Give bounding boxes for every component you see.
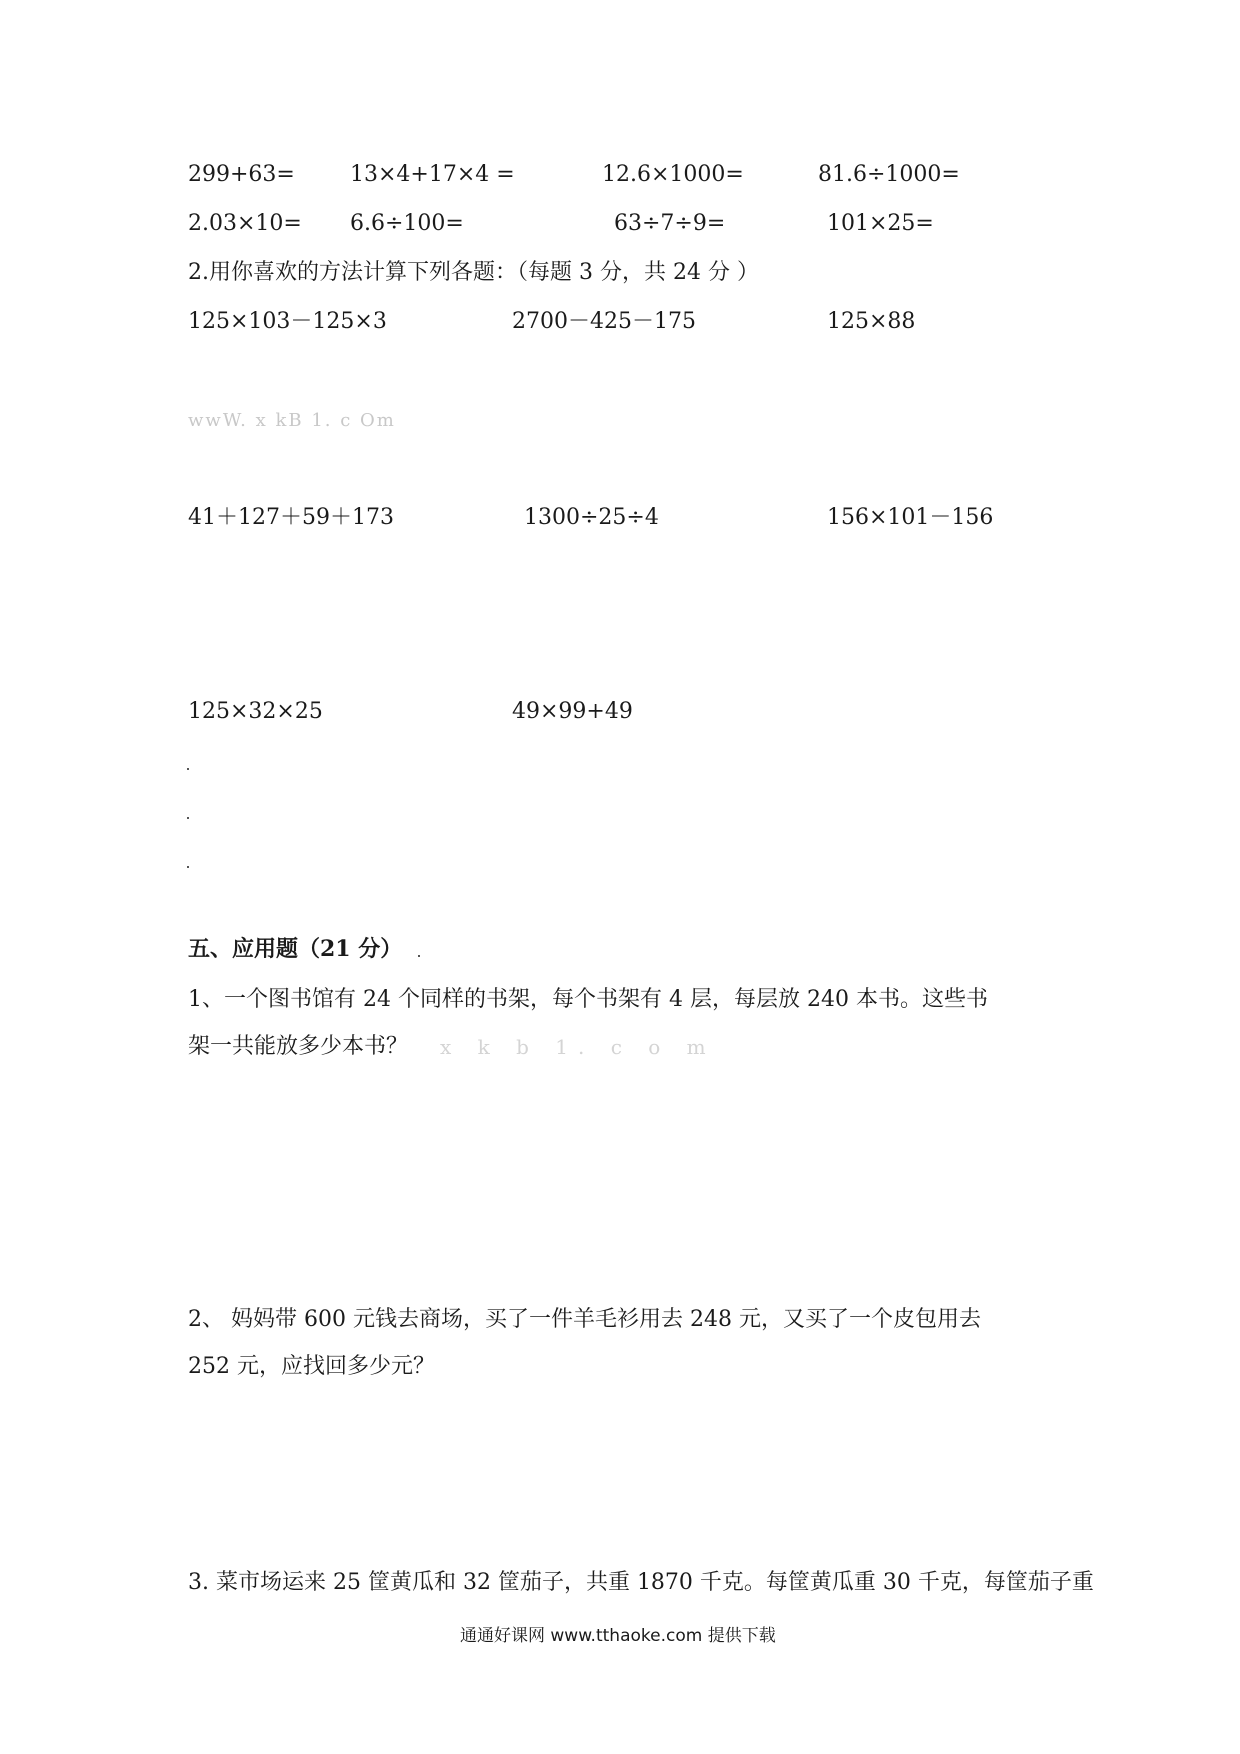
calc-problem-1: 125×103－125×3 (188, 309, 387, 334)
question-2-line-2: 252 元，应找回多少元？ (188, 1354, 435, 1379)
stray-dot (418, 955, 420, 957)
oral-calc-5: 2.03×10= (188, 211, 302, 236)
oral-calc-4: 81.6÷1000= (818, 162, 960, 187)
question-2-line-1: 2、 妈妈带 600 元钱去商场，买了一件羊毛衫用去 248 元，又买了一个皮包用去 (188, 1307, 981, 1332)
question-3-line-1: 3. 菜市场运来 25 筐黄瓜和 32 筐茄子，共重 1870 千克。每筐黄瓜重 30 千克，每筐茄子重 (188, 1570, 1094, 1595)
oral-calc-1: 299+63= (188, 162, 295, 187)
watermark-text: wwW. x kB 1. c Om (188, 410, 396, 431)
watermark-text: x k b 1. c o m (440, 1035, 716, 1059)
calc-problem-2: 2700－425－175 (512, 309, 696, 334)
calc-problem-6: 156×101－156 (827, 505, 994, 530)
calc-problem-8: 49×99+49 (512, 699, 633, 724)
question-1-line-2: 架一共能放多少本书？ (188, 1034, 409, 1059)
oral-calc-3: 12.6×1000= (602, 162, 744, 187)
calc-problem-5: 1300÷25÷4 (524, 505, 659, 530)
question-1-line-1: 1、一个图书馆有 24 个同样的书架，每个书架有 4 层，每层放 240 本书。这些书 (188, 987, 988, 1012)
calc-problem-4: 41＋127＋59＋173 (188, 505, 394, 530)
stray-dot (187, 866, 189, 868)
oral-calc-6: 6.6÷100= (350, 211, 464, 236)
calc-problem-3: 125×88 (827, 309, 916, 334)
oral-calc-7: 63÷7÷9= (614, 211, 726, 236)
oral-calc-8: 101×25= (827, 211, 934, 236)
footer-text: 通通好课网 www.tthaoke.com 提供下载 (460, 1626, 776, 1646)
stray-dot (187, 817, 189, 819)
calc-problem-7: 125×32×25 (188, 699, 323, 724)
stray-dot (187, 768, 189, 770)
section5-heading: 五、应用题（21 分） (188, 936, 403, 962)
oral-calc-2: 13×4+17×4 = (350, 162, 515, 187)
section2-title: 2.用你喜欢的方法计算下列各题：（每题 3 分，共 24 分 ） (188, 260, 759, 285)
